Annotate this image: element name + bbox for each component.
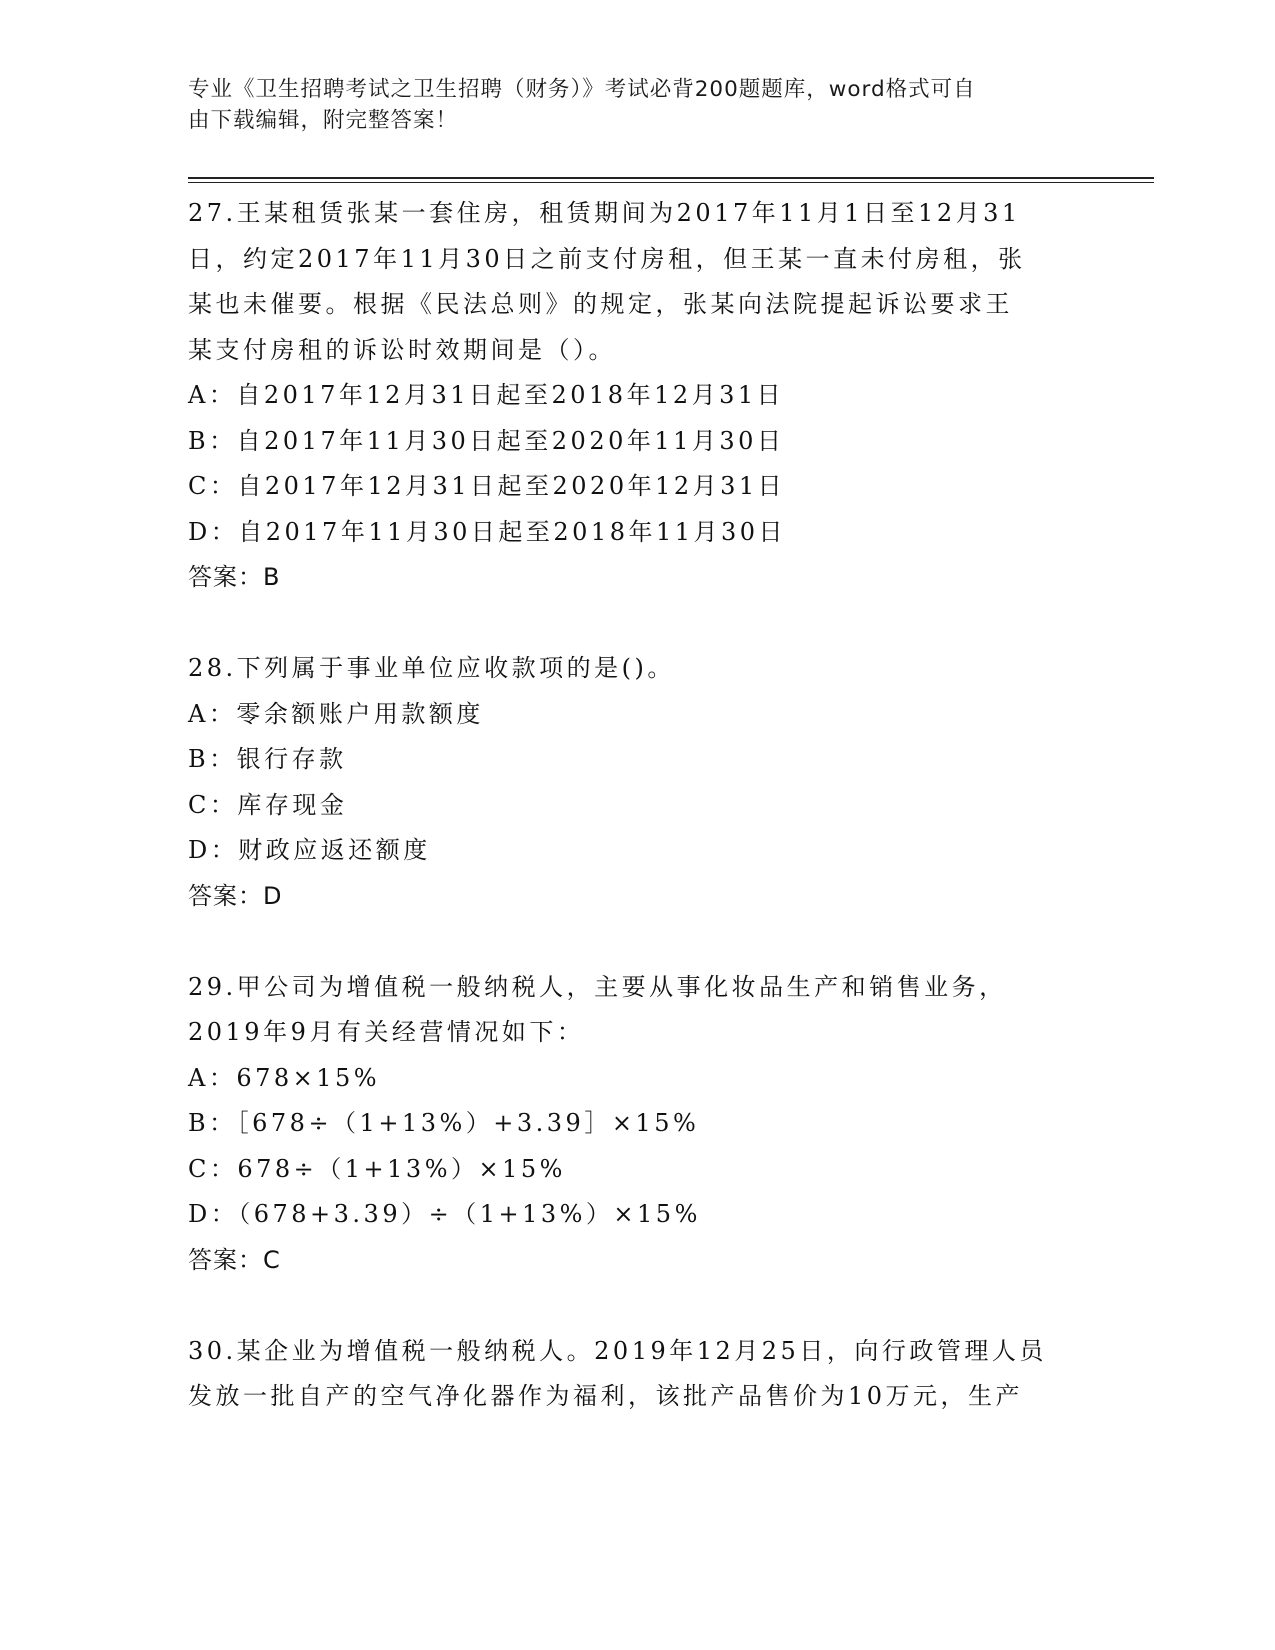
question-stem-line: 日，约定2017年11月30日之前支付房租，但王某一直未付房租，张 — [188, 244, 1026, 273]
option-b: B：自2017年11月30日起至2020年11月30日 — [188, 426, 785, 455]
question-stem-line: 2019年9月有关经营情况如下： — [188, 1018, 585, 1046]
option-a: A：零余额账户用款额度 — [188, 699, 484, 728]
question-29 — [188, 965, 1088, 1284]
answer-line: 答案：D — [188, 881, 283, 910]
option-d: D：财政应返还额度 — [188, 836, 431, 864]
question-stem-line: 28.下列属于事业单位应收款项的是()。 — [188, 654, 675, 682]
question-stem-line: 29.甲公司为增值税一般纳税人，主要从事化妆品生产和销售业务， — [188, 972, 1007, 1001]
question-spacer — [188, 919, 1088, 965]
header-line-1: 专业《卫生招聘考试之卫生招聘（财务）》考试必背200题题库，word格式可自 — [188, 77, 976, 102]
option-c: C：库存现金 — [188, 790, 348, 819]
question-stem-line: 30.某企业为增值税一般纳税人。2019年12月25日，向行政管理人员 — [188, 1336, 1047, 1365]
answer-line: 答案：B — [188, 563, 281, 591]
question-spacer — [188, 1283, 1088, 1329]
header-divider-thin — [188, 182, 1154, 183]
question-stem-line: 发放一批自产的空气净化器作为福利，该批产品售价为10万元，生产 — [188, 1382, 1024, 1410]
question-stem-line: 某也未催要。根据《民法总则》的规定，张某向法院提起诉讼要求王 — [188, 290, 1013, 318]
option-d: D：（678+3.39）÷（1+13%）×15% — [188, 1200, 701, 1228]
option-c: C：678÷（1+13%）×15% — [188, 1154, 566, 1183]
header-line-2: 由下载编辑，附完整答案！ — [188, 108, 459, 133]
document-header — [188, 74, 1068, 136]
option-b: B：银行存款 — [188, 745, 347, 773]
header-divider-thick — [188, 177, 1154, 179]
question-27 — [188, 191, 1088, 601]
option-d: D：自2017年11月30日起至2018年11月30日 — [188, 517, 787, 546]
question-28 — [188, 646, 1088, 919]
question-30 — [188, 1329, 1088, 1420]
option-c: C：自2017年12月31日起至2020年12月31日 — [188, 472, 786, 500]
question-stem-line: 27.王某租赁张某一套住房，租赁期间为2017年11月1日至12月31 — [188, 199, 1021, 227]
answer-line: 答案：C — [188, 1245, 281, 1274]
question-stem-line: 某支付房租的诉讼时效期间是（）。 — [188, 335, 616, 364]
question-spacer — [188, 601, 1088, 647]
option-b: B：［678÷（1+13%）+3.39］×15% — [188, 1109, 700, 1137]
option-a: A：自2017年12月31日起至2018年12月31日 — [188, 381, 785, 409]
question-list — [188, 191, 1088, 1420]
option-a: A：678×15% — [188, 1063, 381, 1092]
